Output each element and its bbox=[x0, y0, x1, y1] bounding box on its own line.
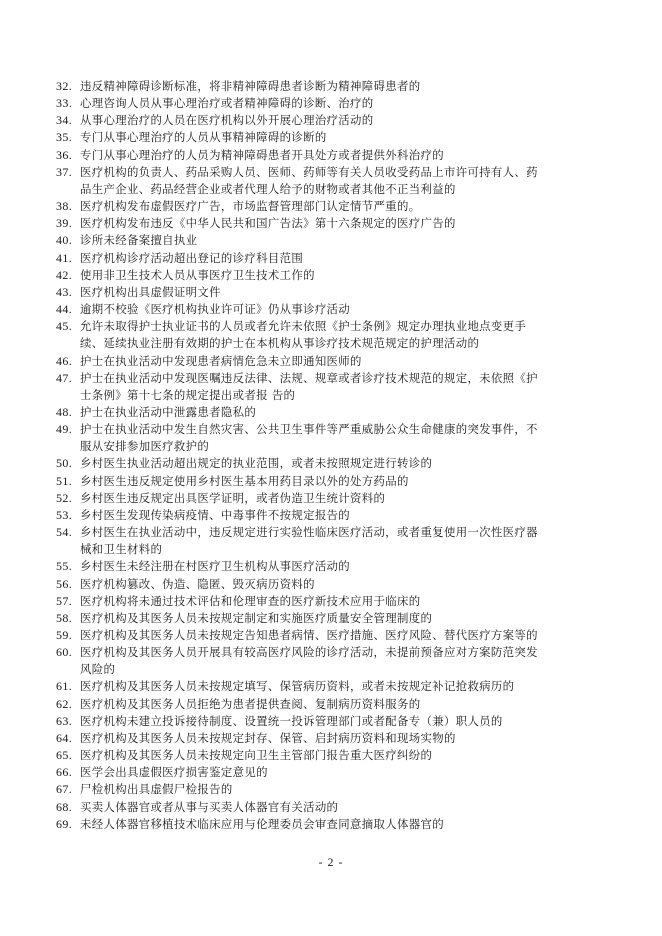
item-text bbox=[80, 473, 616, 490]
item-text bbox=[80, 524, 616, 558]
item-text bbox=[80, 250, 616, 267]
item-text-line: 买卖人体器官或者从事与买卖人体器官有关活动的 bbox=[80, 799, 339, 814]
list-item bbox=[56, 353, 616, 370]
item-text bbox=[80, 610, 616, 627]
item-text-line: 未经人体器官移植技术临床应用与伦理委员会审查同意摘取人体器官的 bbox=[80, 816, 444, 831]
list-item bbox=[56, 610, 616, 627]
list-item bbox=[56, 421, 616, 455]
item-number: 47. bbox=[56, 370, 73, 385]
item-number: 54. bbox=[56, 525, 73, 540]
item-number: 57. bbox=[56, 593, 73, 608]
item-text-line: 护士在执业活动中发现医嘱违反法律、法规、规章或者诊疗技术规范的规定，未依照《护 bbox=[80, 370, 538, 385]
item-number: 38. bbox=[56, 199, 73, 214]
item-text-line: 使用非卫生技术人员从事医疗卫生技术工作的 bbox=[80, 267, 315, 282]
list-item bbox=[56, 558, 616, 575]
item-text-line: 医疗机构将未通过技术评估和伦理审查的医疗新技术应用于临床的 bbox=[80, 593, 421, 608]
item-text bbox=[80, 644, 616, 678]
item-text-line: 专门从事心理治疗的人员为精神障碍患者开具处方或者提供外科治疗的 bbox=[80, 147, 444, 162]
item-text-line: 医疗机构的负责人、药品采购人员、医师、药师等有关人员收受药品上市许可持有人、药 bbox=[80, 164, 538, 179]
list-item bbox=[56, 215, 616, 232]
list-item bbox=[56, 747, 616, 764]
item-number: 58. bbox=[56, 610, 73, 625]
item-text-line: 乡村医生违反规定出具医学证明，或者伪造卫生统计资料的 bbox=[80, 490, 386, 505]
item-text bbox=[80, 781, 616, 798]
item-text-line: 风险的 bbox=[80, 662, 116, 677]
item-number: 51. bbox=[56, 473, 73, 488]
item-number: 37. bbox=[56, 164, 73, 179]
item-text bbox=[80, 558, 616, 575]
item-number: 56. bbox=[56, 576, 73, 591]
item-text-line: 医疗机构及其医务人员拒绝为患者提供查阅、复制病历资料服务的 bbox=[80, 696, 421, 711]
item-text-line: 乡村医生违反规定使用乡村医生基本用药目录以外的处方药品的 bbox=[80, 473, 409, 488]
item-number: 33. bbox=[56, 96, 73, 111]
list-item bbox=[56, 95, 616, 112]
item-text-line: 乡村医生发现传染病疫情、中毒事件不按规定报告的 bbox=[80, 507, 351, 522]
list-item bbox=[56, 593, 616, 610]
list-item bbox=[56, 78, 616, 95]
item-number: 40. bbox=[56, 233, 73, 248]
item-text-line: 服从安排参加医疗救护的 bbox=[80, 439, 210, 454]
item-number: 52. bbox=[56, 490, 73, 505]
item-number: 59. bbox=[56, 628, 73, 642]
item-number: 42. bbox=[56, 267, 73, 282]
item-text-line: 护士在执业活动中泄露患者隐私的 bbox=[80, 404, 257, 419]
item-number: 48. bbox=[56, 404, 73, 419]
item-text-line: 乡村医生未经注册在村医疗卫生机构从事医疗活动的 bbox=[80, 559, 351, 574]
item-text-line: 医疗机构发布虚假医疗广告，市场监督管理部门认定情节严重的。 bbox=[80, 199, 421, 214]
item-number: 69. bbox=[56, 816, 73, 831]
item-text bbox=[80, 816, 616, 833]
list-item bbox=[56, 730, 616, 747]
item-number: 49. bbox=[56, 422, 73, 437]
list-item bbox=[56, 129, 616, 146]
item-text-line: 品生产企业、药品经营企业或者代理人给予的财物或者其他不正当利益的 bbox=[80, 181, 456, 196]
item-number: 46. bbox=[56, 353, 73, 368]
list-item bbox=[56, 576, 616, 593]
item-text-line: 乡村医生在执业活动中，违反规定进行实验性临床医疗活动，或者重复使用一次性医疗器 bbox=[80, 525, 538, 540]
item-text bbox=[80, 764, 616, 781]
list-item bbox=[56, 816, 616, 833]
item-text bbox=[80, 627, 616, 644]
item-text bbox=[80, 593, 616, 610]
list-item bbox=[56, 404, 616, 421]
item-number: 44. bbox=[56, 302, 73, 317]
item-text-line: 心理咨询人员从事心理治疗或者精神障碍的诊断、治疗的 bbox=[80, 96, 374, 111]
list-item bbox=[56, 764, 616, 781]
list-item bbox=[56, 147, 616, 164]
list-item bbox=[56, 524, 616, 558]
item-number: 45. bbox=[56, 319, 73, 334]
item-text bbox=[80, 78, 616, 95]
item-number: 67. bbox=[56, 782, 73, 797]
item-text bbox=[80, 232, 616, 249]
item-text-line: 逾期不校验《医疗机构执业许可证》仍从事诊疗活动 bbox=[80, 302, 351, 317]
list-item bbox=[56, 164, 616, 198]
item-text-line: 医疗机构及其医务人员未按规定制定和实施医疗质量安全管理制度的 bbox=[80, 610, 433, 625]
list-item bbox=[56, 678, 616, 695]
item-text-line: 专门从事心理治疗的人员从事精神障碍的诊断的 bbox=[80, 130, 327, 145]
item-number: 66. bbox=[56, 765, 73, 780]
list-item bbox=[56, 713, 616, 730]
list-item bbox=[56, 799, 616, 816]
item-number: 41. bbox=[56, 250, 73, 265]
list-item bbox=[56, 627, 616, 644]
list-item bbox=[56, 781, 616, 798]
item-text bbox=[80, 284, 616, 301]
item-number: 36. bbox=[56, 147, 73, 162]
list-item bbox=[56, 507, 616, 524]
list-item bbox=[56, 250, 616, 267]
item-text-line: 械和卫生材料的 bbox=[80, 542, 163, 557]
item-text bbox=[80, 164, 616, 198]
item-number: 65. bbox=[56, 748, 73, 763]
item-text-line: 乡村医生执业活动超出规定的执业范围，或者未按照规定进行转诊的 bbox=[80, 456, 433, 471]
item-text-line: 医疗机构篡改、伪造、隐匿、毁灭病历资料的 bbox=[80, 576, 315, 591]
item-text-line: 医疗机构发布违反《中华人民共和国广告法》第十六条规定的医疗广告的 bbox=[80, 216, 456, 231]
item-text bbox=[80, 198, 616, 215]
item-text-line: 诊所未经备案擅自执业 bbox=[80, 233, 198, 248]
item-text-line: 护士在执业活动中发生自然灾害、公共卫生事件等严重威胁公众生命健康的突发事件，不 bbox=[80, 422, 538, 437]
item-text-line: 医疗机构及其医务人员未按规定告知患者病情、医疗措施、医疗风险、替代医疗方案等的 bbox=[80, 628, 538, 642]
item-text bbox=[80, 507, 616, 524]
item-text bbox=[80, 713, 616, 730]
item-number: 68. bbox=[56, 799, 73, 814]
item-text-line: 士条例》第十七条的规定提出或者报 告的 bbox=[80, 387, 296, 402]
item-text bbox=[80, 455, 616, 472]
item-text bbox=[80, 318, 616, 352]
list-item bbox=[56, 473, 616, 490]
item-text-line: 尸检机构出具虚假尸检报告的 bbox=[80, 782, 233, 797]
violation-list bbox=[56, 78, 616, 833]
list-item bbox=[56, 267, 616, 284]
item-number: 55. bbox=[56, 559, 73, 574]
item-number: 32. bbox=[56, 79, 73, 93]
list-item bbox=[56, 644, 616, 678]
item-text bbox=[80, 267, 616, 284]
item-text-line: 护士在执业活动中发现患者病情危急未立即通知医师的 bbox=[80, 353, 362, 368]
item-text-line: 允许未取得护士执业证书的人员或者允许未依照《护士条例》规定办理执业地点变更手 bbox=[80, 319, 527, 334]
list-item bbox=[56, 318, 616, 352]
item-number: 63. bbox=[56, 713, 73, 728]
item-text-line: 医疗机构未建立投诉接待制度、设置统一投诉管理部门或者配备专（兼）职人员的 bbox=[80, 713, 503, 728]
item-number: 35. bbox=[56, 130, 73, 145]
item-number: 64. bbox=[56, 730, 73, 745]
item-text bbox=[80, 696, 616, 713]
item-text bbox=[80, 730, 616, 747]
item-text bbox=[80, 353, 616, 370]
item-text bbox=[80, 370, 616, 404]
item-text bbox=[80, 799, 616, 816]
item-text-line: 续、延续执业注册有效期的护士在本机构从事诊疗技术规范规定的护理活动的 bbox=[80, 336, 480, 351]
item-number: 34. bbox=[56, 113, 73, 128]
item-number: 53. bbox=[56, 507, 73, 522]
item-text-line: 医学会出具虚假医疗损害鉴定意见的 bbox=[80, 765, 268, 780]
page-number: - 2 - bbox=[318, 855, 344, 869]
item-text-line: 医疗机构及其医务人员开展具有较高医疗风险的诊疗活动，未提前预备应对方案防范突发 bbox=[80, 645, 538, 660]
item-text-line: 医疗机构出具虚假证明文件 bbox=[80, 284, 221, 299]
item-text-line: 医疗机构诊疗活动超出登记的诊疗科目范围 bbox=[80, 250, 304, 265]
item-text bbox=[80, 147, 616, 164]
list-item bbox=[56, 284, 616, 301]
item-number: 60. bbox=[56, 645, 73, 660]
item-text-line: 从事心理治疗的人员在医疗机构以外开展心理治疗活动的 bbox=[80, 113, 374, 128]
item-number: 62. bbox=[56, 696, 73, 711]
item-number: 50. bbox=[56, 456, 73, 471]
item-text bbox=[80, 129, 616, 146]
item-text bbox=[80, 112, 616, 129]
item-text-line: 医疗机构及其医务人员未按规定填写、保管病历资料，或者未按规定补记抢救病历的 bbox=[80, 679, 515, 694]
list-item bbox=[56, 112, 616, 129]
list-item bbox=[56, 370, 616, 404]
item-text bbox=[80, 747, 616, 764]
list-item bbox=[56, 232, 616, 249]
list-item bbox=[56, 301, 616, 318]
list-item bbox=[56, 198, 616, 215]
item-text bbox=[80, 421, 616, 455]
list-item bbox=[56, 490, 616, 507]
list-item bbox=[56, 455, 616, 472]
item-text bbox=[80, 404, 616, 421]
list-item bbox=[56, 696, 616, 713]
item-text-line: 违反精神障碍诊断标准，将非精神障碍患者诊断为精神障碍患者的 bbox=[80, 79, 421, 93]
item-text bbox=[80, 301, 616, 318]
item-number: 39. bbox=[56, 216, 73, 231]
item-text-line: 医疗机构及其医务人员未按规定向卫生主管部门报告重大医疗纠纷的 bbox=[80, 748, 433, 763]
item-text-line: 医疗机构及其医务人员未按规定封存、保管、启封病历资料和现场实物的 bbox=[80, 730, 456, 745]
item-text bbox=[80, 678, 616, 695]
item-text bbox=[80, 215, 616, 232]
item-text bbox=[80, 576, 616, 593]
item-text bbox=[80, 95, 616, 112]
item-number: 43. bbox=[56, 284, 73, 299]
item-text bbox=[80, 490, 616, 507]
item-number: 61. bbox=[56, 679, 73, 694]
